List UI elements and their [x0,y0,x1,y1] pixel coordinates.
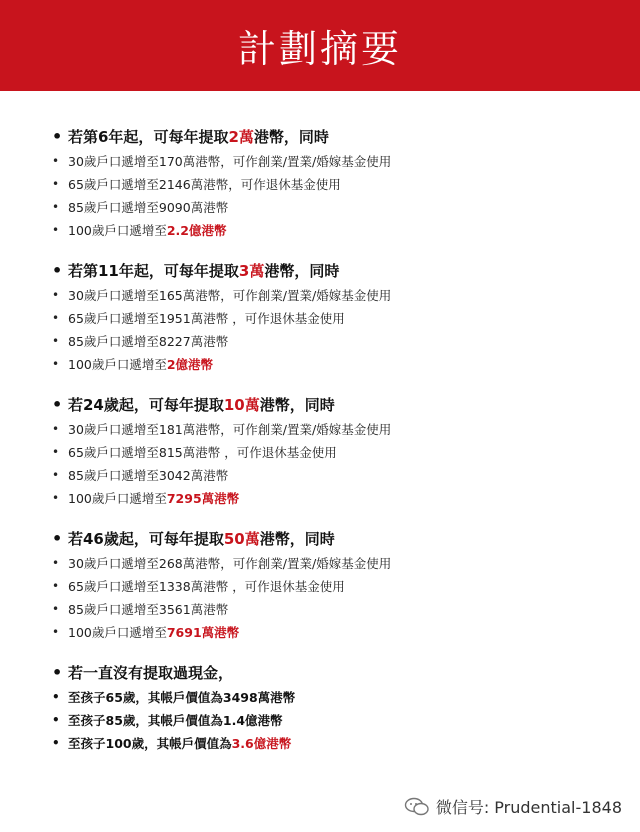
wechat-icon [404,797,430,817]
list-item [52,463,612,486]
item-text: 至孩子65歲，其帳戶價值為3498萬港幣 [68,689,296,705]
item-text: 85歲戶口遞增至8227萬港幣 [68,333,229,349]
item-text: 100歲戶口遞增至 [68,222,167,238]
header-banner [0,0,640,91]
section-heading [52,258,612,283]
list-item [52,195,612,218]
bullet-icon: • [52,735,60,750]
item-text: 85歲戶口遞增至9090萬港幣 [68,199,229,215]
bullet-icon: • [52,490,60,505]
list-item [52,597,612,620]
plan-section-age46 [52,526,612,643]
heading-text: 若24歲起，可每年提取 [68,396,224,414]
list-item [52,306,612,329]
item-text: 至孩子85歲，其帳戶價值為1.4億港幣 [68,712,283,728]
list-item [52,440,612,463]
list-item [52,731,612,754]
item-text: 100歲戶口遞增至 [68,490,167,506]
section-heading [52,526,612,551]
plan-summary-content [52,124,612,771]
list-item [52,708,612,731]
list-item [52,352,612,375]
item-highlight: 7691萬港幣 [166,624,240,640]
wechat-watermark [404,795,622,818]
item-text: 65歲戶口遞增至1338萬港幣 ，可作退休基金使用 [68,578,345,594]
section-heading [52,660,612,685]
bullet-icon: • [52,444,60,459]
list-item [52,149,612,172]
list-item [52,620,612,643]
section-heading [52,124,612,149]
heading-text: 若第6年起，可每年提取 [68,128,229,146]
heading-text: 若一直沒有提取過現金， [68,664,234,682]
item-text: 30歲戶口遞增至268萬港幣，可作創業/置業/婚嫁基金使用 [68,555,392,571]
page-title: 計劃摘要 [237,27,402,71]
item-text: 30歲戶口遞增至165萬港幣，可作創業/置業/婚嫁基金使用 [68,287,392,303]
bullet-icon: • [52,222,60,237]
bullet-icon: • [52,356,60,371]
bullet-icon: • [52,287,60,302]
list-item [52,417,612,440]
list-item [52,172,612,195]
heading-text: 若46歲起，可每年提取 [68,530,224,548]
list-item [52,329,612,352]
bullet-icon: • [52,261,63,280]
item-highlight: 2億港幣 [166,356,214,372]
heading-suffix: 港幣，同時 [253,128,329,146]
item-text: 至孩子100歲，其帳戶價值為 [68,735,232,751]
heading-text: 若第11年起，可每年提取 [68,262,239,280]
bullet-icon: • [52,176,60,191]
item-text: 30歲戶口遞增至181萬港幣，可作創業/置業/婚嫁基金使用 [68,421,392,437]
bullet-icon: • [52,333,60,348]
item-highlight: 2.2億港幣 [166,222,227,238]
bullet-icon: • [52,624,60,639]
list-item [52,551,612,574]
item-text: 85歲戶口遞增至3042萬港幣 [68,467,229,483]
item-highlight: 7295萬港幣 [166,490,240,506]
plan-section-year11 [52,258,612,375]
bullet-icon: • [52,601,60,616]
bullet-icon: • [52,663,63,682]
list-item [52,283,612,306]
item-text: 100歲戶口遞增至 [68,624,167,640]
item-text: 65歲戶口遞增至815萬港幣 ，可作退休基金使用 [68,444,337,460]
bullet-icon: • [52,689,60,704]
plan-section-age24 [52,392,612,509]
bullet-icon: • [52,529,63,548]
heading-amount: 2萬 [228,128,254,146]
heading-suffix: 港幣，同時 [264,262,340,280]
item-text: 65歲戶口遞增至1951萬港幣 ，可作退休基金使用 [68,310,345,326]
item-highlight: 3.6億港幣 [231,735,292,751]
plan-section-year6 [52,124,612,241]
heading-amount: 10萬 [223,396,260,414]
list-item [52,486,612,509]
heading-suffix: 港幣，同時 [259,530,335,548]
item-text: 65歲戶口遞增至2146萬港幣，可作退休基金使用 [68,176,341,192]
list-item [52,574,612,597]
bullet-icon: • [52,712,60,727]
item-text: 100歲戶口遞增至 [68,356,167,372]
bullet-icon: • [52,310,60,325]
watermark-text: 微信号: Prudential-1848 [435,798,622,817]
bullet-icon: • [52,199,60,214]
item-text: 85歲戶口遞增至3561萬港幣 [68,601,229,617]
bullet-icon: • [52,395,63,414]
bullet-icon: • [52,467,60,482]
heading-suffix: 港幣，同時 [259,396,335,414]
heading-amount: 50萬 [223,530,260,548]
bullet-icon: • [52,555,60,570]
bullet-icon: • [52,578,60,593]
item-text: 30歲戶口遞增至170萬港幣，可作創業/置業/婚嫁基金使用 [68,153,392,169]
list-item [52,218,612,241]
list-item [52,685,612,708]
section-heading [52,392,612,417]
no-withdrawal-summary [52,660,612,754]
bullet-icon: • [52,127,63,146]
bullet-icon: • [52,421,60,436]
bullet-icon: • [52,153,60,168]
heading-amount: 3萬 [238,262,265,280]
